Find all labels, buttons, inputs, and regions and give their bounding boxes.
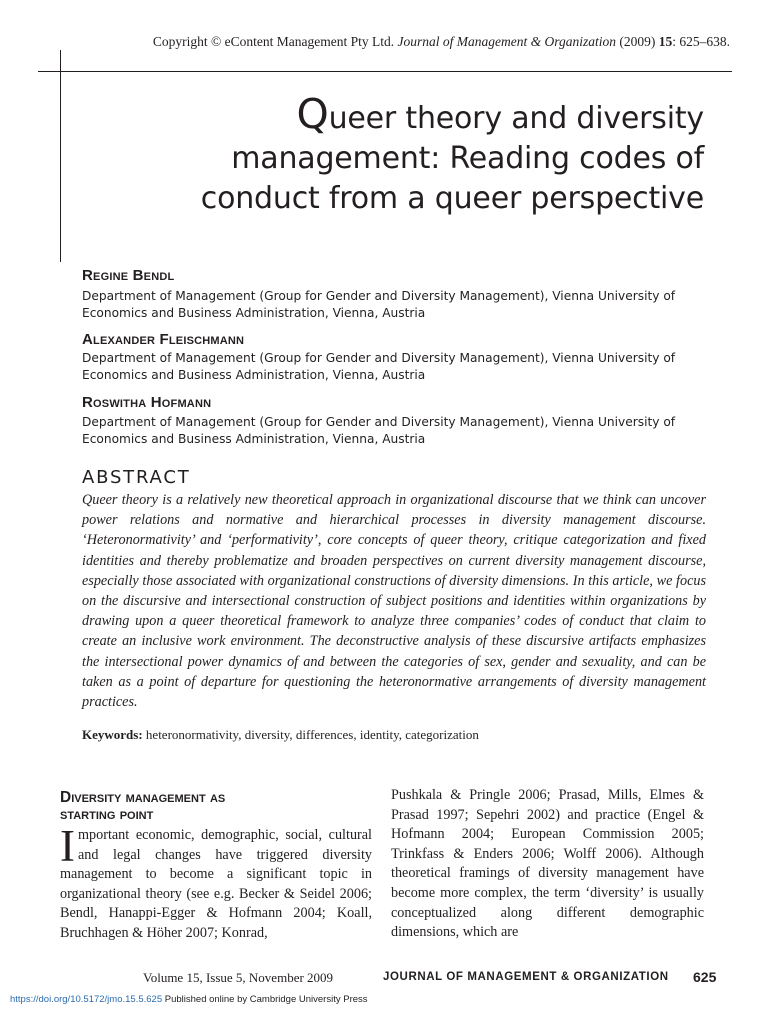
author-affiliation bbox=[82, 350, 722, 384]
affiliation-line: Economics and Business Administration, Vienna, Austria bbox=[82, 432, 426, 446]
affiliation-line: Economics and Business Administration, Vienna, Austria bbox=[82, 368, 426, 382]
copyright-prefix: Copyright © eContent Management Pty Ltd. bbox=[152, 34, 398, 49]
abstract-text: Queer theory is a relatively new theoretical approach in organizational discourse that we think can uncover power relations and normative and hierarchical processes in diversity management discourse. ‘Heteronormativity’ and ‘performativity’, core concepts of queer theory, critique categorization and fixed identities and thereby problematize and broaden perspectives on current diversity management discourse, especially those associated with organizational constructions of diversity dimensions. In this article, we focus on the discursive and intersectional construction of subject positions and identities within organizations by drawing upon a queer theoretical framework to analyze three companies’ codes of conduct that claim to create an inclusive work environment. The deconstructive analysis of these discursive artifacts emphasizes the intersectional power dynamics of and between the categories of sex, gender and sexuality, and can be taken as a point of departure for questioning the heteronormative arrangements of diversity management practices. bbox=[82, 492, 706, 711]
article-title bbox=[100, 90, 704, 219]
section-heading-line: Diversity management as bbox=[60, 789, 226, 806]
title-line-2: management: Reading codes of bbox=[231, 141, 704, 176]
title-line-3: conduct from a queer perspective bbox=[200, 181, 704, 216]
author-name: Alexander Fleischmann bbox=[82, 331, 245, 348]
journal-name: Journal of Management & Organization bbox=[397, 34, 616, 49]
doi-line bbox=[10, 994, 368, 1005]
footer-journal-name: JOURNAL OF MANAGEMENT & ORGANIZATION bbox=[383, 971, 669, 983]
body-column-right: Pushkala & Pringle 2006; Prasad, Mills, Elmes & Prasad 1997; Sepehri 2002) and practice (Engel & Hofmann 2004; European Commission 2005; Trinkfass & Enders 2006; Wolff 2006). Although theoretical framings of diversity management have become more complex, the term ‘diversity’ is usually conceptualized along different demographic dimensions, which are bbox=[391, 787, 704, 941]
keywords-label: Keywords: bbox=[82, 727, 143, 742]
doi-link[interactable]: https://doi.org/10.5172/jmo.15.5.625 bbox=[10, 994, 163, 1005]
body-text-left: mportant economic, demographic, social, cultural and legal changes have triggered diversity management to become a significant topic in organizational theory (see e.g. Becker & Seidel 2006; Bendl, Hanappi-Egger & Hofmann 2004; Koall, Bruchhagen & Höher 2007; Konrad, bbox=[60, 827, 372, 941]
affiliation-line: Economics and Business Administration, Vienna, Austria bbox=[82, 306, 426, 320]
title-vertical-rule bbox=[60, 50, 61, 262]
author-affiliation bbox=[82, 414, 722, 448]
affiliation-line: Department of Management (Group for Gender and Diversity Management), Vienna University of bbox=[82, 415, 676, 429]
author-name: Regine Bendl bbox=[82, 267, 175, 284]
footer-volume-issue: Volume 15, Issue 5, November 2009 bbox=[143, 970, 334, 985]
section-heading-line: starting point bbox=[60, 806, 154, 823]
journal-pages: : 625–638. bbox=[672, 34, 730, 49]
section-heading bbox=[60, 789, 360, 823]
affiliation-line: Department of Management (Group for Gender and Diversity Management), Vienna University of bbox=[82, 351, 676, 365]
author-affiliation bbox=[82, 288, 722, 322]
journal-year: (2009) bbox=[615, 34, 659, 49]
header-rule bbox=[38, 71, 732, 72]
title-initial: Q bbox=[296, 90, 329, 138]
body-column-left bbox=[60, 821, 372, 944]
title-line-1 bbox=[100, 90, 704, 139]
journal-volume: 15 bbox=[658, 34, 673, 49]
copyright-line bbox=[60, 34, 730, 50]
keywords bbox=[82, 727, 479, 743]
keywords-list: heteronormativity, diversity, differences, identity, categorization bbox=[142, 727, 479, 742]
affiliation-line: Department of Management (Group for Gender and Diversity Management), Vienna University of bbox=[82, 289, 676, 303]
page-number: 625 bbox=[693, 969, 717, 985]
author-name: Roswitha Hofmann bbox=[82, 394, 212, 411]
abstract-heading: ABSTRACT bbox=[82, 467, 191, 488]
title-line-1-text: ueer theory and diversity bbox=[328, 101, 704, 136]
doi-publisher: Published online by Cambridge University Press bbox=[162, 994, 368, 1005]
drop-cap: I bbox=[60, 821, 75, 871]
